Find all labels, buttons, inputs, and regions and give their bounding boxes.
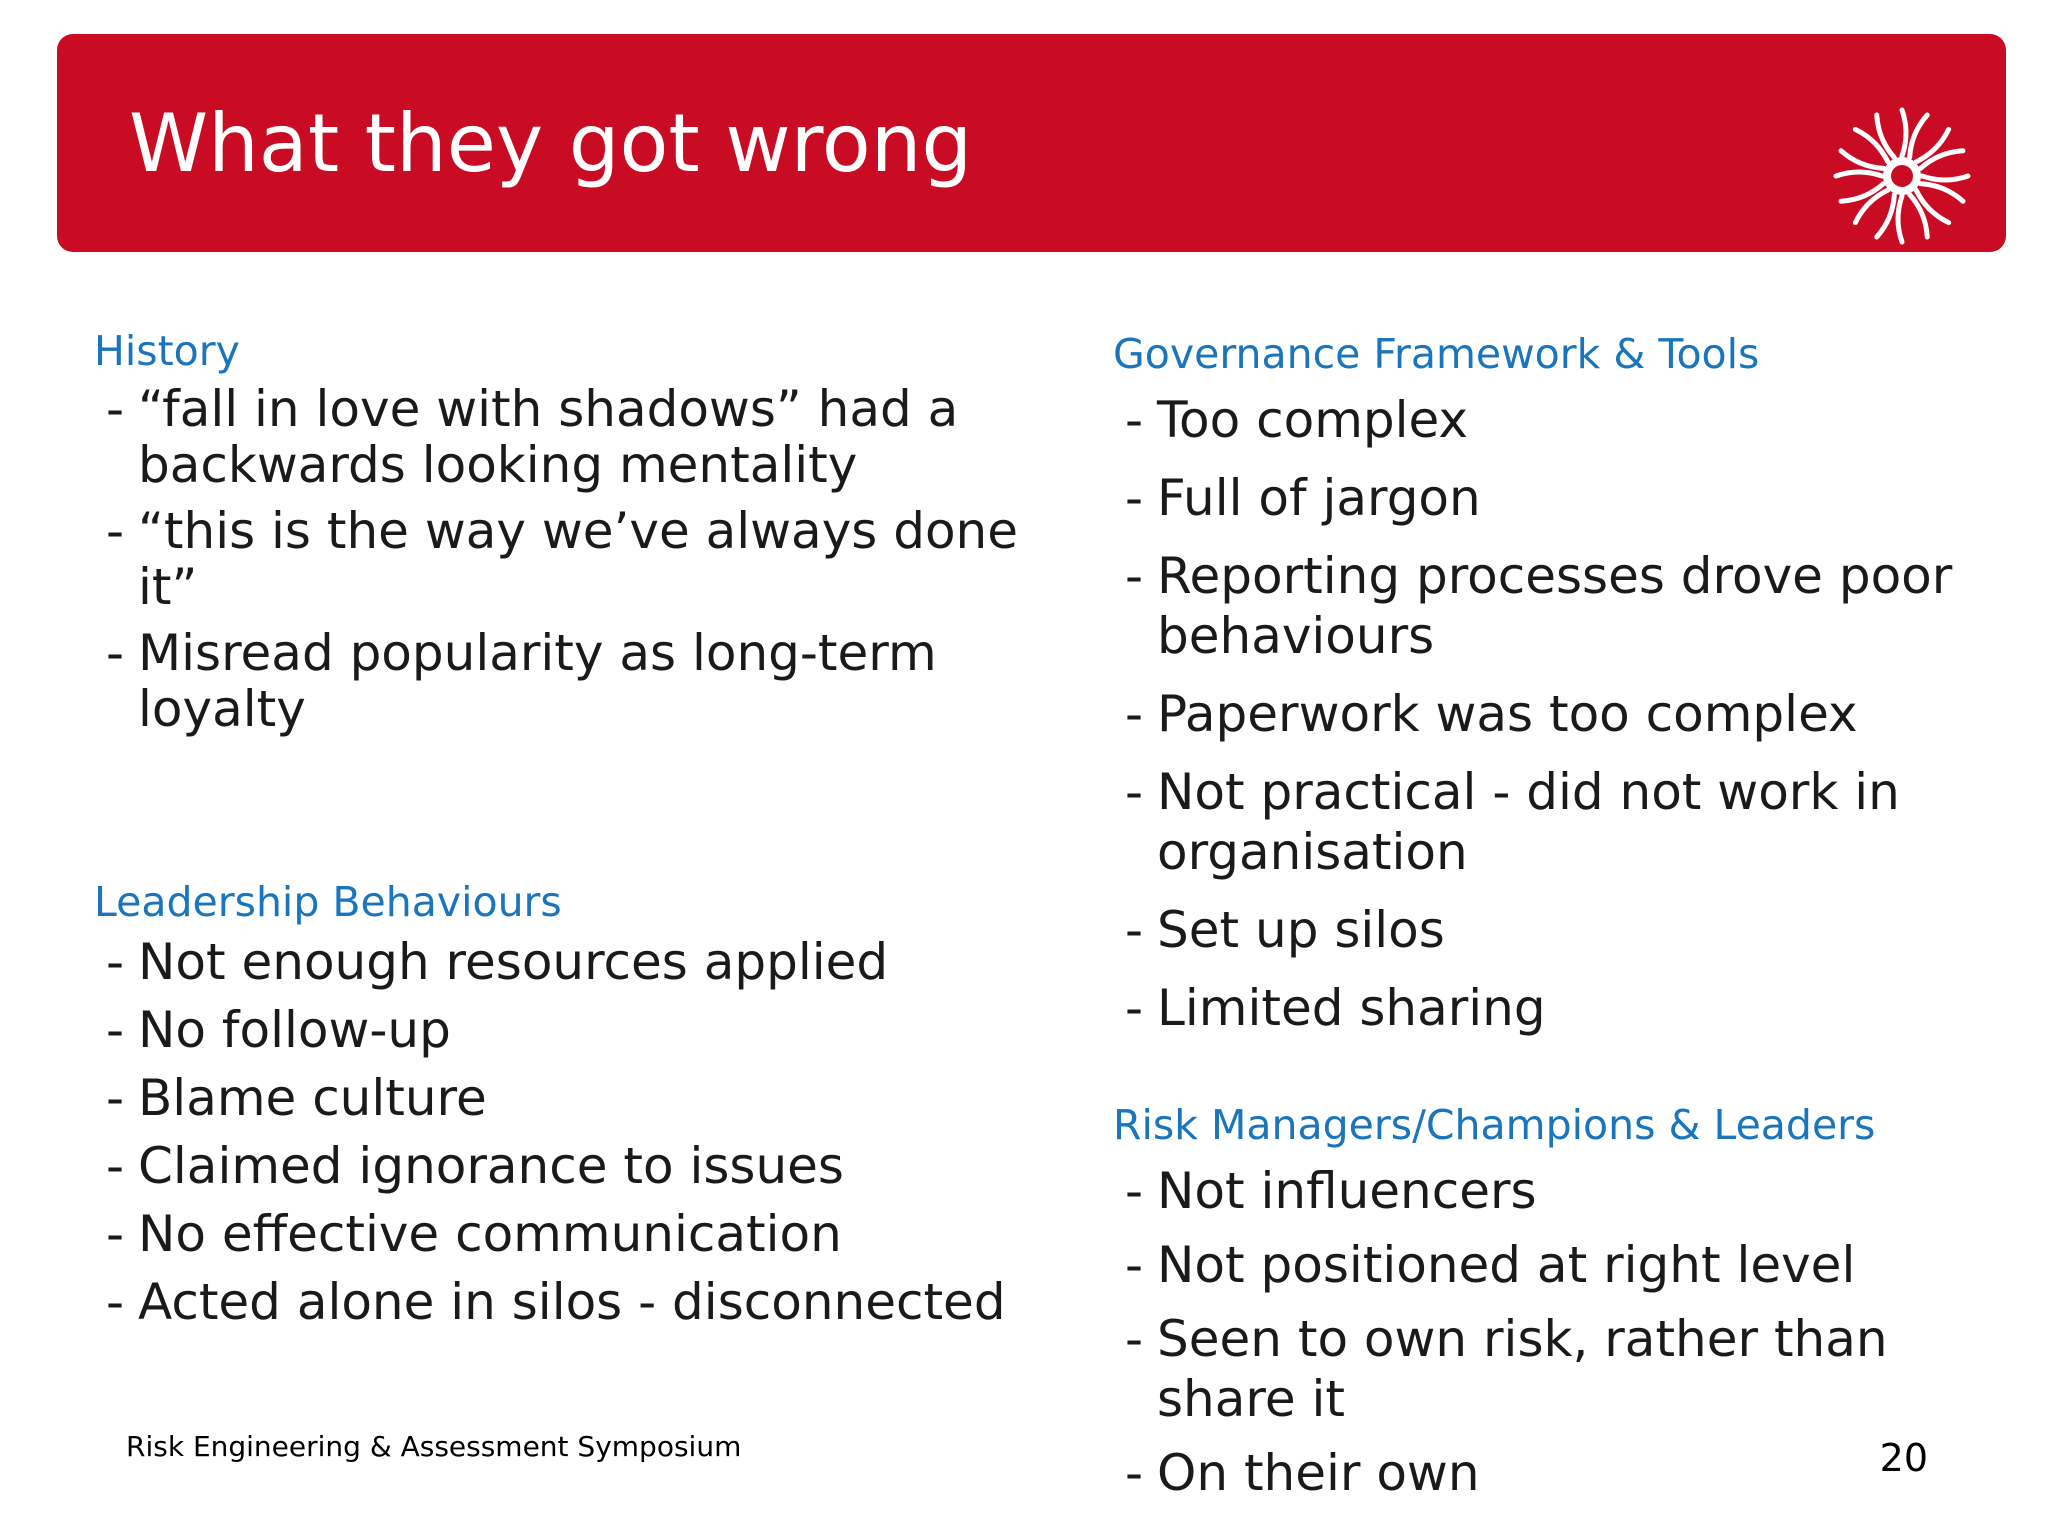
list-item-text: Not practical - did not work in organisation <box>1157 763 1900 882</box>
bullet-dash: - <box>1125 763 1144 822</box>
bullet-dash: - <box>1125 1162 1144 1221</box>
bullet-dash: - <box>106 1069 125 1128</box>
list-item <box>1125 468 2013 528</box>
list-item-text: Limited sharing <box>1157 979 1546 1038</box>
list-item-text: Not enough resources applied <box>138 933 889 992</box>
slide-title: What they got wrong <box>129 97 973 190</box>
sun-ray <box>1898 196 1902 242</box>
list-item <box>106 1274 1054 1330</box>
list-item-text: Reporting processes drove poor behaviours <box>1157 547 1953 666</box>
list-item-text: Misread popularity as long-term loyalty <box>138 624 937 739</box>
sun-core <box>1891 165 1913 187</box>
sun-ray <box>1902 110 1906 156</box>
list-item-text: No effective communication <box>138 1205 842 1264</box>
bullet-dash: - <box>106 380 125 439</box>
list-item <box>1125 978 2013 1038</box>
list-item-text: Claimed ignorance to issues <box>138 1137 844 1196</box>
list-item-text: Acted alone in silos - disconnected <box>138 1273 1006 1332</box>
bullet-dash: - <box>1125 685 1144 744</box>
section-governance-framework <box>1113 331 2013 1056</box>
list-item-text: Too complex <box>1157 391 1469 450</box>
bullet-list <box>106 934 1054 1330</box>
section-heading: History <box>94 327 240 375</box>
sun-ray <box>1910 115 1928 157</box>
bullet-dash: - <box>106 502 125 561</box>
list-item <box>106 625 1054 737</box>
page-number: 20 <box>1879 1436 1928 1480</box>
bullet-dash: - <box>106 624 125 683</box>
list-item <box>1125 684 2013 744</box>
list-item-text: No follow-up <box>138 1001 451 1060</box>
section-heading: Governance Framework & Tools <box>1113 330 1760 378</box>
list-item-text: “this is the way we’ve always done it” <box>138 502 1019 617</box>
sun-icon <box>1827 101 1977 251</box>
bullet-dash: - <box>106 1273 125 1332</box>
bullet-dash: - <box>106 1205 125 1264</box>
bullet-dash: - <box>1125 391 1144 450</box>
list-item <box>1125 1161 2013 1221</box>
list-item-text: Not influencers <box>1157 1162 1537 1221</box>
list-item <box>106 1206 1054 1262</box>
list-item <box>106 934 1054 990</box>
list-item <box>1125 390 2013 450</box>
bullet-dash: - <box>1125 1310 1144 1369</box>
bullet-dash: - <box>106 933 125 992</box>
section-leadership-behaviours <box>94 879 1054 1342</box>
bullet-dash: - <box>1125 979 1144 1038</box>
bullet-dash: - <box>1125 1236 1144 1295</box>
bullet-dash: - <box>1125 547 1144 606</box>
list-item <box>106 1002 1054 1058</box>
sun-ray <box>1841 151 1883 169</box>
list-item <box>1125 762 2013 882</box>
title-bar <box>57 34 2006 252</box>
list-item <box>1125 546 2013 666</box>
list-item <box>1125 900 2013 960</box>
list-item-text: Seen to own risk, rather than share it <box>1157 1310 1888 1429</box>
list-item <box>1125 1235 2013 1295</box>
section-history <box>94 328 1054 747</box>
bullet-dash: - <box>106 1137 125 1196</box>
list-item-text: Paperwork was too complex <box>1157 685 1858 744</box>
list-item <box>106 1070 1054 1126</box>
bullet-list <box>106 381 1054 737</box>
list-item-text: On their own <box>1157 1444 1480 1503</box>
sun-ray <box>1922 176 1968 180</box>
list-item-text: “fall in love with shadows” had a backwards looking mentality <box>138 380 959 495</box>
list-item <box>106 381 1054 493</box>
bullet-dash: - <box>1125 901 1144 960</box>
bullet-list <box>1125 390 2013 1038</box>
list-item <box>106 1138 1054 1194</box>
bullet-dash: - <box>1125 469 1144 528</box>
footer-text: Risk Engineering & Assessment Symposium <box>126 1430 742 1463</box>
list-item <box>106 503 1054 615</box>
list-item-text: Not positioned at right level <box>1157 1236 1856 1295</box>
list-item-text: Blame culture <box>138 1069 487 1128</box>
sun-ray <box>1920 184 1962 202</box>
bullet-dash: - <box>1125 1444 1144 1503</box>
section-heading: Risk Managers/Champions & Leaders <box>1113 1101 1876 1149</box>
section-heading: Leadership Behaviours <box>94 878 562 926</box>
list-item-text: Full of jargon <box>1157 469 1481 528</box>
sun-ray <box>1877 194 1895 236</box>
list-item-text: Set up silos <box>1157 901 1445 960</box>
bullet-dash: - <box>106 1001 125 1060</box>
sun-ray <box>1836 172 1882 176</box>
list-item <box>1125 1309 2013 1429</box>
section-risk-managers <box>1113 1102 2013 1517</box>
